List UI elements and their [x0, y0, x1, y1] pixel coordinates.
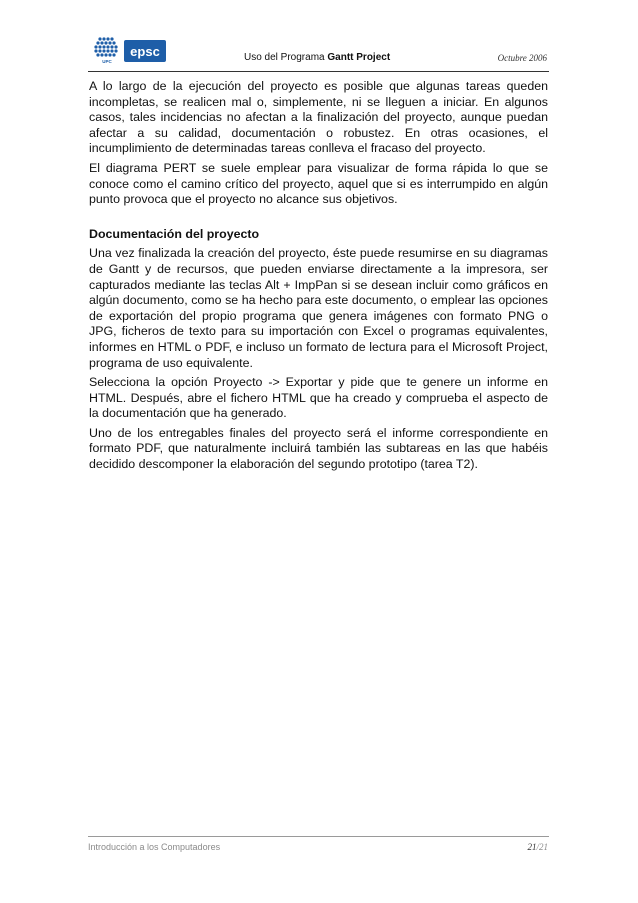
page-total-separator: /: [536, 842, 539, 852]
paragraph-export-instructions: Selecciona la opción Proyecto -> Exportar y pide que te genere un informe en HTML. Después, abre el fichero HTML que ha creado y comprueba el aspecto de la documentación que ha generado.: [89, 375, 548, 421]
upc-logo: [93, 36, 121, 64]
paragraph-deliverables: Uno de los entregables finales del proyecto será el informe correspondiente en formato PDF, que naturalmente incluirá también las subtareas en las que habéis decidido descomponer la elaboración del segundo prototipo (tarea T2).: [89, 425, 548, 472]
page-total: 21: [539, 842, 548, 852]
header-title-program: Gantt Project: [327, 52, 391, 63]
footer-divider: [88, 836, 549, 837]
page-header: [88, 36, 548, 68]
paragraph-documentation: Una vez finalizada la creación del proyecto, éste puede resumirse en su diagramas de Gantt y de recursos, que pueden enviarse directamente a la impresora, ser capturados mediante las teclas Alt + ImpPan si se desean incluir como gráficos en algún documento, como se ha hecho para este documento, o emplear las opciones de exportación del propio programa que genera imágenes con formato PNG o JPG, ficheros de texto para su importación con Excel o programas equivalentes, informes en HTML o PDF, e incluso un formato de lectura para el Microsoft Project, programa de uso equivalente.: [89, 246, 548, 370]
section-heading: Documentación del proyecto: [89, 226, 260, 241]
header-date: Octubre 2006: [497, 53, 547, 63]
epsc-logo: [124, 40, 166, 62]
page-current: 21: [527, 842, 537, 852]
paragraph-pert: El diagrama PERT se suele emplear para visualizar de forma rápida lo que se conoce como el camino crítico del proyecto, aquel que si es interrumpido en algún punto provoca que el proyecto no alcance sus objetivos.: [89, 160, 548, 207]
page-number: [527, 842, 548, 852]
footer-course: Introducción a los Computadores: [88, 842, 221, 852]
header-title: [244, 52, 390, 63]
paragraph-incidences: A lo largo de la ejecución del proyecto es posible que algunas tareas queden incompletas, se realicen mal o, simplemente, ni se lleguen a iniciar. En algunos casos, tales incidencias no afectan a la finalización del proyecto, aunque puedan afectar a su calidad, documentación o robustez. En otras ocasiones, el incumplimiento de determinadas tareas conlleva el fracaso del proyecto.: [89, 79, 548, 156]
document-body: [89, 79, 548, 477]
svg-text:UPC: UPC: [102, 59, 112, 64]
header-title-prefix: Uso del Programa: [244, 52, 328, 63]
svg-text:epsc: epsc: [130, 44, 160, 59]
header-divider: [88, 71, 549, 72]
